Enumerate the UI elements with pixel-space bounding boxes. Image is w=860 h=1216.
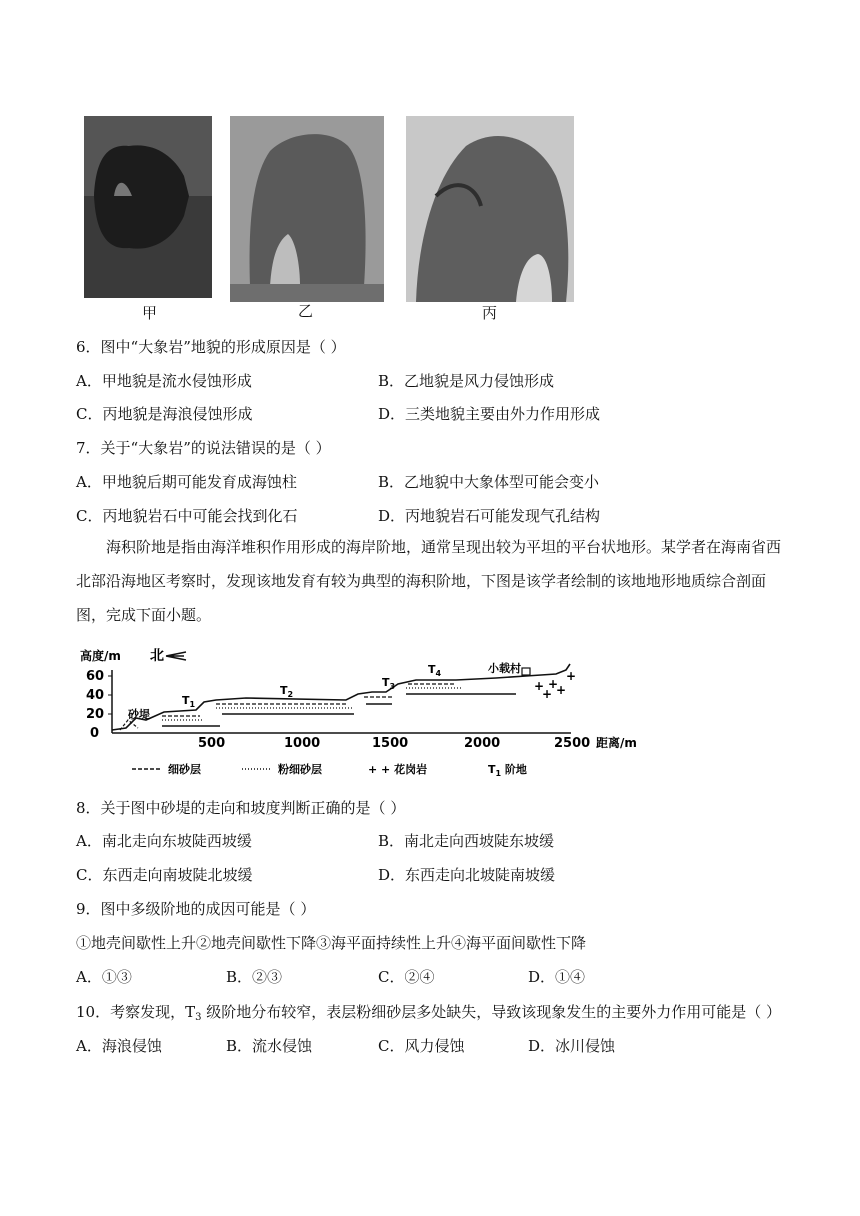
q9-option-b[interactable]: B．②③: [226, 968, 283, 986]
elephant-rock-photos: [82, 112, 582, 322]
q10-option-b[interactable]: B．流水侵蚀: [226, 1037, 313, 1055]
q7-option-d[interactable]: D．丙地貌岩石可能发现气孔结构: [378, 507, 601, 525]
caption-jia: 甲: [142, 304, 158, 322]
terrace-t2-label: $T_2$: [280, 684, 294, 699]
terrace-t1-label: $T_1$: [182, 694, 196, 709]
q7-option-b[interactable]: B．乙地貌中大象体型可能会变小: [378, 473, 600, 491]
village-label: 小载村: [488, 662, 521, 675]
photo-bing: [406, 116, 574, 302]
q7-option-c[interactable]: C．丙地貌岩石中可能会找到化石: [76, 507, 298, 525]
svg-text:+: +: [534, 679, 545, 693]
q10-option-c[interactable]: C．风力侵蚀: [378, 1037, 465, 1055]
north-arrow-icon: [166, 652, 186, 660]
y-tick-40: 40: [86, 688, 105, 703]
q8-option-a[interactable]: A．南北走向东坡陡西坡缓: [76, 832, 252, 850]
legend-terrace: $T_1$ 阶地: [488, 763, 527, 778]
caption-bing: 丙: [482, 304, 498, 322]
svg-text:+: +: [548, 677, 559, 691]
svg-text:+: +: [556, 683, 567, 697]
q6-option-b[interactable]: B．乙地貌是风力侵蚀形成: [378, 372, 555, 390]
q10-stem: 10．考察发现，$T_3$ 级阶地分布较窄，表层粉细砂层多处缺失，导致该现象发生的主要外力作用可能是（ ）: [76, 1003, 782, 1023]
x-tick-1000: 1000: [284, 736, 321, 751]
q8-stem: 8．关于图中砂堤的走向和坡度判断正确的是（ ）: [76, 799, 406, 817]
village-house-icon: [522, 668, 530, 675]
q6-option-c[interactable]: C．丙地貌是海浪侵蚀形成: [76, 405, 253, 423]
x-axis-label: 距离/m: [596, 736, 637, 750]
svg-text:+: +: [542, 687, 553, 701]
q9-option-d[interactable]: D．①④: [528, 968, 586, 986]
photo-yi: [230, 116, 384, 302]
north-label: 北: [150, 648, 164, 664]
x-tick-500: 500: [198, 736, 226, 751]
legend-silt-sand: 粉细砂层: [278, 763, 322, 776]
y-tick-0: 0: [90, 726, 100, 741]
terrace-profile-figure: [76, 640, 646, 780]
q9-stem: 9．图中多级阶地的成因可能是（ ）: [76, 900, 316, 918]
q6-option-d[interactable]: D．三类地貌主要由外力作用形成: [378, 405, 601, 423]
terrace-t4-label: $T_4$: [428, 663, 442, 678]
q6-stem: 6．图中“大象岩”地貌的形成原因是（ ）: [76, 338, 346, 356]
q9-option-c[interactable]: C．②④: [378, 968, 435, 986]
q7-option-a[interactable]: A．甲地貌后期可能发育成海蚀柱: [76, 473, 297, 491]
intro-paragraph: 海积阶地是指由海洋堆积作用形成的海岸阶地，通常呈现出较为平坦的平台状地形。某学者在海南省西北部沿海地区考察时，发现该地发育有较为典型的海积阶地，下图是该学者绘制的该地地形地质综合剖面图，完成下面小题。: [76, 538, 782, 624]
q8-option-c[interactable]: C．东西走向南坡陡北坡缓: [76, 866, 253, 884]
svg-text:+: +: [566, 669, 577, 683]
y-tick-60: 60: [86, 669, 105, 684]
q9-option-a[interactable]: A．①③: [76, 968, 132, 986]
q10-option-d[interactable]: D．冰川侵蚀: [528, 1037, 616, 1055]
x-tick-2000: 2000: [464, 736, 501, 751]
q8-option-d[interactable]: D．东西走向北坡陡南坡缓: [378, 866, 556, 884]
x-tick-1500: 1500: [372, 736, 409, 751]
terrace-t3-label: $T_3$: [382, 676, 396, 691]
x-tick-2500: 2500: [554, 736, 591, 751]
q10-option-a[interactable]: A．海浪侵蚀: [76, 1037, 162, 1055]
y-axis-label: 高度/m: [80, 649, 121, 663]
caption-yi: 乙: [298, 302, 314, 320]
legend-granite: + + 花岗岩: [368, 763, 428, 776]
q7-stem: 7．关于“大象岩”的说法错误的是（ ）: [76, 439, 331, 457]
legend-fine-sand: 细砂层: [168, 763, 201, 776]
y-tick-20: 20: [86, 707, 105, 722]
sand-bank-label: 砂堤: [128, 708, 150, 721]
photo-jia: [84, 116, 212, 298]
q8-option-b[interactable]: B．南北走向西坡陡东坡缓: [378, 832, 555, 850]
q6-option-a[interactable]: A．甲地貌是流水侵蚀形成: [76, 372, 252, 390]
q9-items: ①地壳间歇性上升②地壳间歇性下降③海平面持续性上升④海平面间歇性下降: [76, 934, 587, 952]
